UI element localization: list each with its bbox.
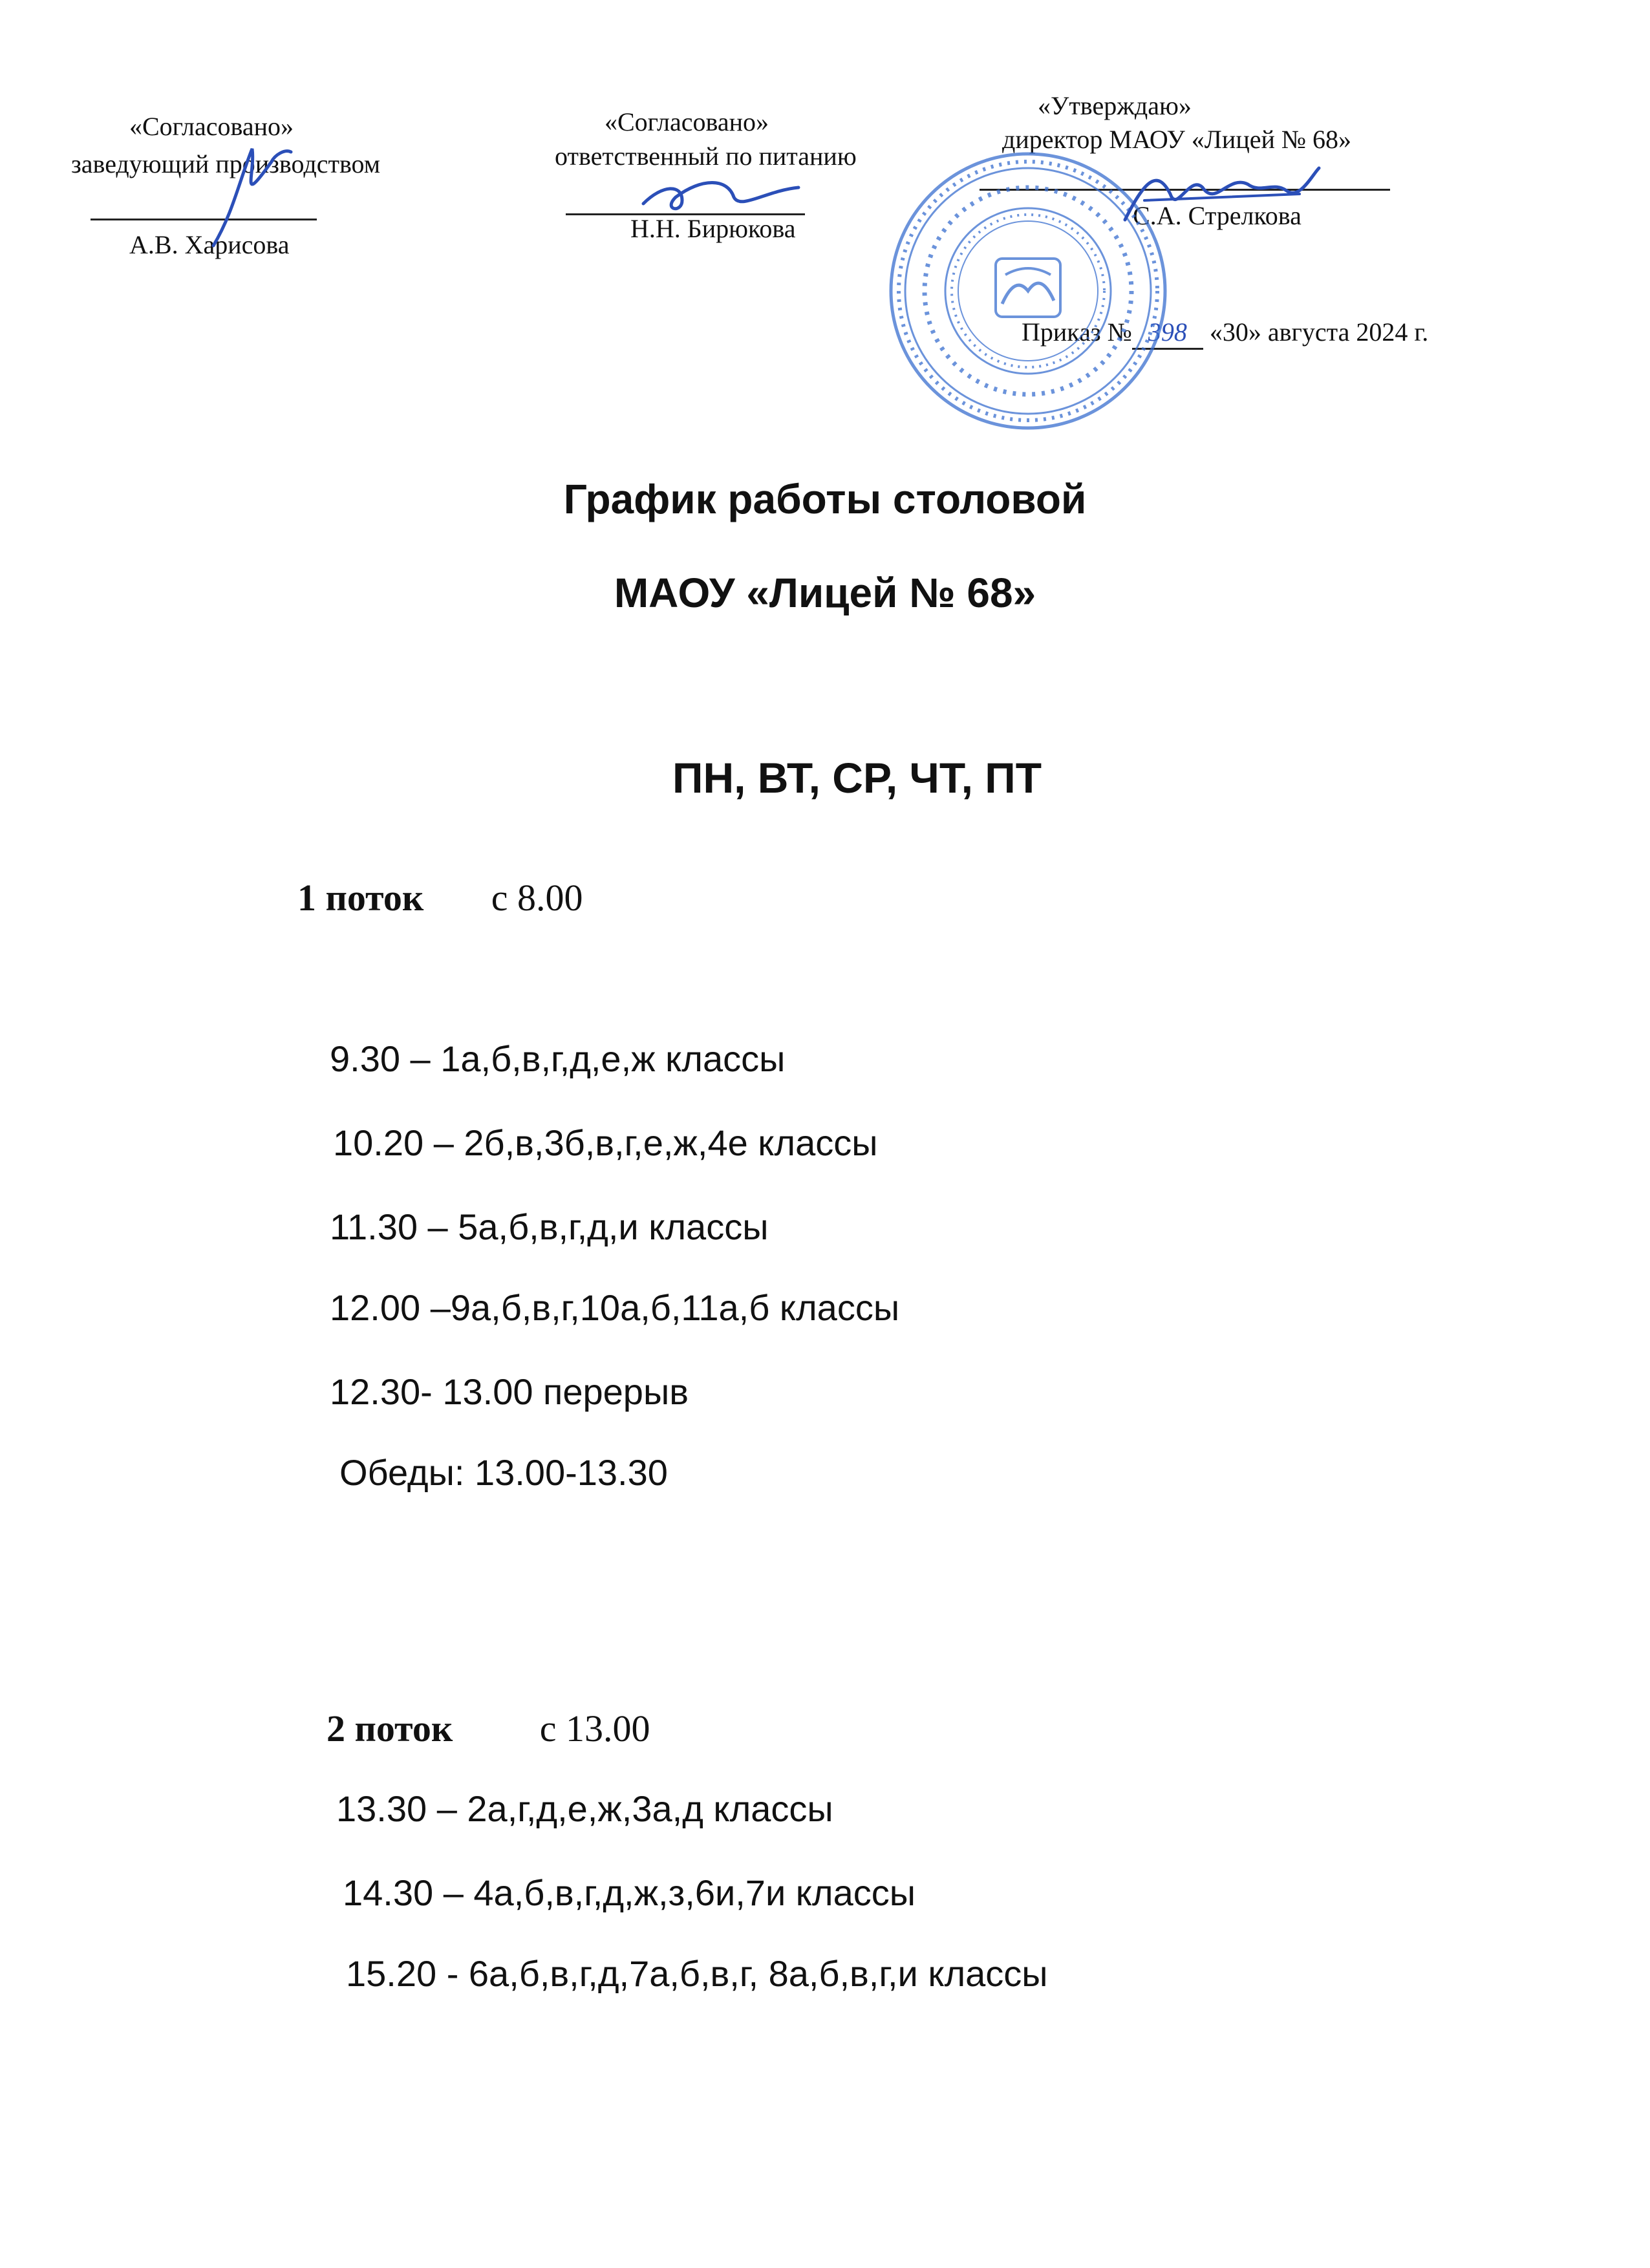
signature-2	[637, 165, 805, 223]
document-title-line-1: График работы столовой	[563, 476, 1087, 522]
approval-3-heading: «Утверждаю»	[1038, 91, 1192, 120]
flow-2-row: 14.30 – 4а,б,в,г,д,ж,з,6и,7и классы	[343, 1872, 916, 1913]
flow-1-start: с 8.00	[491, 877, 583, 919]
approval-2-position: ответственный по питанию	[555, 142, 857, 171]
document-title-line-2: МАОУ «Лицей № 68»	[614, 570, 1036, 616]
flow-1-row: 9.30 – 1а,б,в,г,д,е,ж классы	[330, 1038, 786, 1079]
approval-2-heading: «Согласовано»	[605, 107, 769, 136]
approval-1-heading: «Согласовано»	[129, 112, 294, 141]
approval-2-name: Н.Н. Бирюкова	[630, 214, 796, 243]
signature-3	[1119, 155, 1325, 233]
flow-2-start: с 13.00	[539, 1707, 650, 1749]
signature-1	[194, 136, 304, 252]
flow-1-heading	[297, 876, 583, 919]
flow-1-row: Обеды: 13.00-13.30	[339, 1452, 668, 1493]
approval-3-position: директор МАОУ «Лицей № 68»	[1002, 125, 1352, 154]
weekdays-heading: ПН, ВТ, СР, ЧТ, ПТ	[672, 754, 1042, 802]
flow-1-row: 10.20 – 2б,в,3б,в,г,е,ж,4е классы	[333, 1122, 878, 1163]
approval-1-position: заведующий производством	[71, 149, 381, 178]
flow-1-label: 1 поток	[297, 877, 424, 919]
flow-1-row: 12.30- 13.00 перерыв	[330, 1371, 689, 1412]
approval-3-name: С.А. Стрелкова	[1133, 201, 1302, 230]
order-date: «30» августа 2024 г.	[1209, 317, 1429, 347]
order-prefix: Приказ №	[1022, 317, 1132, 347]
flow-2-row: 15.20 - 6а,б,в,г,д,7а,б,в,г, 8а,б,в,г,и классы	[346, 1953, 1048, 1994]
flow-2-label: 2 поток	[327, 1707, 453, 1749]
flow-1-row: 11.30 – 5а,б,в,г,д,и классы	[330, 1206, 769, 1247]
flow-1-row: 12.00 –9а,б,в,г,10а,б,11а,б классы	[330, 1287, 900, 1328]
flow-2-row: 13.30 – 2а,г,д,е,ж,3а,д классы	[336, 1788, 833, 1829]
flow-2-heading	[327, 1707, 650, 1750]
order-number-value: 398	[1148, 317, 1187, 347]
approval-1-name: А.В. Харисова	[129, 230, 290, 259]
